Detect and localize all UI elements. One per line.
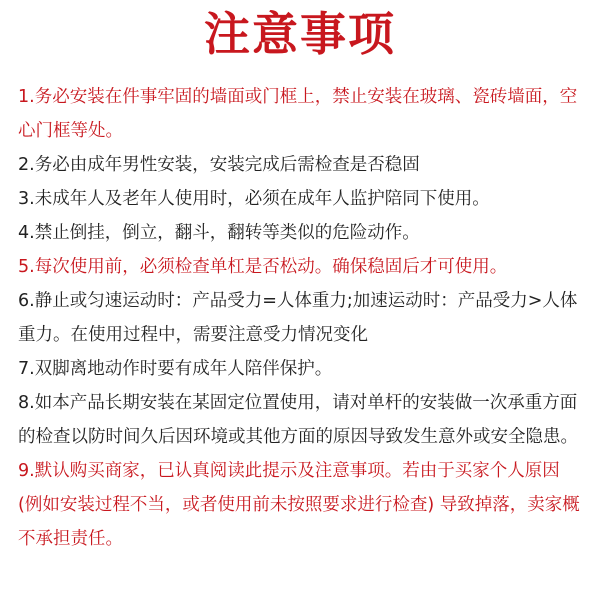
- notice-item-9: 9.默认购买商家，已认真阅读此提示及注意事项。若由于买家个人原因(例如安装过程不当，或者使用前未按照要求进行检查) 导致掉落，卖家概不承担责任。: [18, 461, 580, 549]
- notice-item-5: 5.每次使用前，必须检查单杠是否松动。确保稳固后才可使用。: [18, 257, 508, 277]
- page-title: 注意事项: [204, 7, 396, 61]
- notice-item-7: 7.双脚离地动作时要有成年人陪伴保护。: [18, 359, 333, 379]
- notice-item-6: 6.静止或匀速运动时：产品受力=人体重力;加速运动时：产品受力>人体重力。在使用过程中，需要注意受力情况变化: [18, 291, 578, 345]
- notice-list: [18, 80, 584, 556]
- notice-item-2: 2.务必由成年男性安装，安装完成后需检查是否稳固: [18, 155, 420, 175]
- notice-item-1: 1.务必安装在件事牢固的墙面或门框上，禁止安装在玻璃、瓷砖墙面，空心门框等处。: [18, 87, 578, 141]
- notice-item-8: 8.如本产品长期安装在某固定位置使用，请对单杆的安装做一次承重方面的检查以防时间久后因环境或其他方面的原因导致发生意外或安全隐患。: [18, 393, 578, 447]
- notice-item-3: 3.未成年人及老年人使用时，必须在成年人监护陪同下使用。: [18, 189, 490, 209]
- notice-item-4: 4.禁止倒挂，倒立，翻斗，翻转等类似的危险动作。: [18, 223, 420, 243]
